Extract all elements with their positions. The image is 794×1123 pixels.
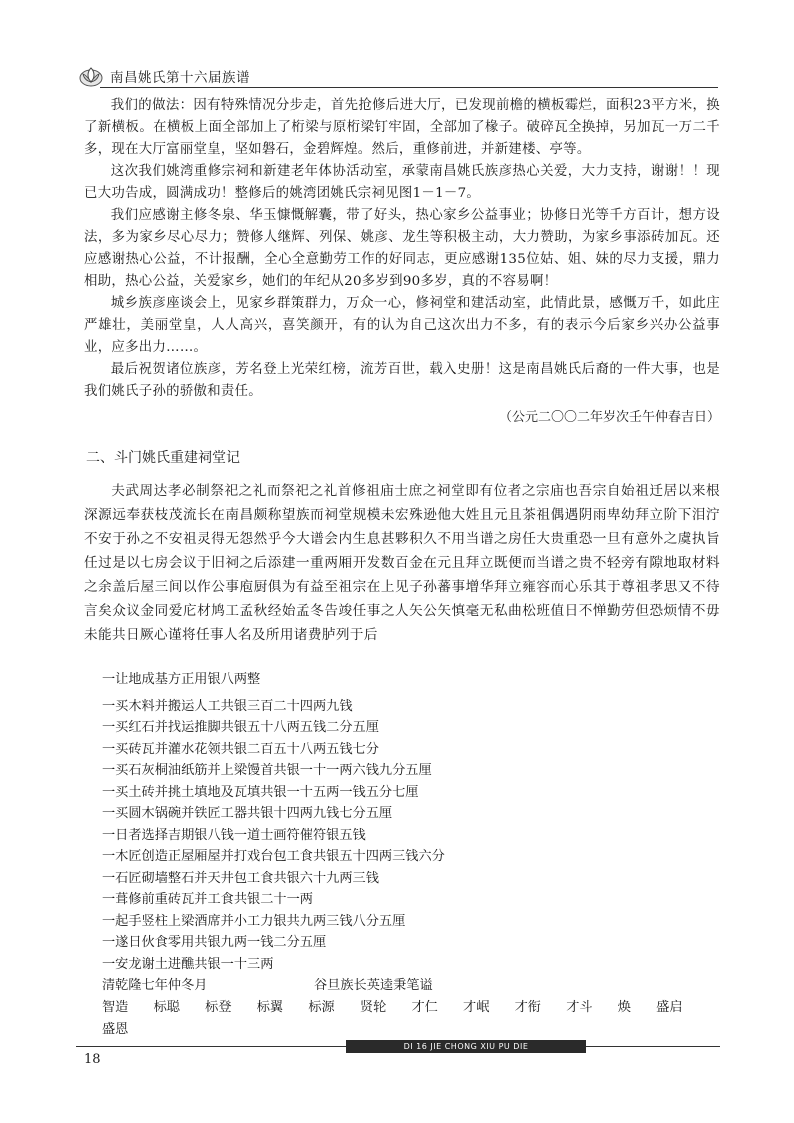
- list-item: 一起手竖柱上梁酒席并小工力银共九两三钱八分五厘: [102, 913, 406, 929]
- name-item: 贤轮: [359, 1000, 387, 1015]
- list-item: 一买砖瓦并灌水花领共银二百五十八两五钱七分: [102, 741, 379, 757]
- date-signature: （公元二〇〇二年岁次壬午仲春吉日）: [498, 410, 720, 425]
- paragraph: 城乡族彦座谈会上，见家乡群策群力，万众一心，修祠堂和建活动室，此情此景，感慨万千，如此庄严雄壮，美丽堂皇，人人高兴，喜笑颜开，有的认为自己这次出力不多，有的表示今后家乡兴办公益事业，应多出力……。: [84, 296, 720, 355]
- list-item: 一葺修前重砖瓦并工食共银二十一两: [102, 892, 313, 907]
- name-item: 才斗: [566, 1000, 593, 1015]
- dateline: [84, 975, 720, 997]
- name-item: 盛启: [656, 1000, 683, 1015]
- name-item: 才岷: [463, 1000, 490, 1015]
- paragraph: 这次我们姚湾重修宗祠和新建老年体协活动室，承蒙南昌姚氏族彦热心关爱，大力支持，谢谢！！现已大功告成，圆满成功！整修后的姚湾团姚氏宗祠见图1－1－7。: [84, 164, 720, 201]
- name-item: 标登: [205, 1000, 232, 1015]
- name-list: [84, 997, 720, 1041]
- section-title: 二、斗门姚氏重建祠堂记: [86, 450, 240, 466]
- paragraph: 最后祝贺诸位族彦，芳名登上光荣红榜，流芳百世，载入史册！这是南昌姚氏后裔的一件大事，也是我们姚氏子孙的骄傲和责任。: [84, 362, 720, 399]
- list-item: 一买木料并搬运人工共银三百二十四两九钱: [102, 698, 353, 714]
- list-item: 一买圆木锅碗并铁匠工器共银十四两九钱七分五厘: [102, 806, 393, 821]
- expense-list: [84, 669, 720, 975]
- page-header: [78, 62, 718, 90]
- list-item: 一木匠创造正屋厢屋并打戏台包工食共银五十四两三钱六分: [102, 849, 445, 864]
- header-divider: [100, 87, 718, 88]
- list-item: 一买土砖并挑土填地及瓦填共银一十五两一钱五分七厘: [102, 784, 419, 800]
- name-item: 智造: [102, 1000, 129, 1015]
- list-item: 一安龙谢土进醮共银一十三两: [102, 956, 274, 972]
- name-item: 标源: [308, 1000, 335, 1015]
- list-item: 一让地成基方正用银八两整: [102, 672, 261, 687]
- name-item: 才仁: [411, 1000, 438, 1015]
- classical-text: 夫武周达孝必制祭祀之礼而祭祀之礼首修祖庙士庶之祠堂即有位者之宗庙也吾宗自始祖迁居以来根深源远奉获枝茂流长在南昌颇称望族而祠堂规模未宏殊逊他大姓且元且茶祖偶遇阴雨卑幼拜立阶下泪泞不安于孙之不安祖灵得无怨然乎今大谱会内生息甚夥积久不用当谱之房任大贵重恐一旦有意外之虞执旨任过是以七房会议于旧祠之后添建一重两厢开发数百金在元且拜立既便而当谱之贵不轻旁有隙地取材料之余盖后屋三间以作公事庖厨俱为有益至祖宗在上见子孙蕃事增华拜立雍容而心乐其于尊祖孝思又不待言矣众议金同爱庀材鸠工孟秋经始孟冬告竣任事之人矢公矢慎毫无私曲松班值日不惮勤劳但恐烦情不毋未能共日厥心谨将任事人名及所用诸费胪列于后: [84, 483, 720, 643]
- paragraph: 我们应感谢主修冬泉、华玉慷慨解囊，带了好头，热心家乡公益事业；协修日光等千方百计，想方设法，多为家乡尽心尽力；赞修人继辉、列保、姚彦、龙生等积极主动，大力赞助，为家乡事添砖加瓦。还应感谢热心公益，不计报酬，全心全意勤劳工作的好同志，更应感谢135位姑、姐、妹的尽力支援，鼎力相助，热心公益，关爱家乡，她们的年纪从20多岁到90多岁，真的不容易啊！: [84, 208, 720, 289]
- name-item: 才衔: [514, 1000, 541, 1015]
- list-item: 一买红石并找运推脚共银五十八两五钱二分五厘: [102, 720, 379, 735]
- header-title: 南昌姚氏第十六届族谱: [110, 70, 250, 86]
- page-number: 18: [84, 1052, 101, 1067]
- name-item: 焕: [617, 1000, 631, 1015]
- dateline-author: 谷旦族长英逵秉笔谥: [314, 978, 433, 993]
- page-content: [84, 95, 720, 1041]
- list-item: 一遂日伙食零用共银九两一钱二分五厘: [102, 935, 327, 950]
- footer-band: DI 16 JIE CHONG XIU PU DIE: [346, 1040, 586, 1053]
- list-item: 一石匠砌墙整石并天井包工食共银六十九两三钱: [102, 870, 379, 886]
- paragraph: 我们的做法：因有特殊情况分步走，首先抢修后进大厅，已发现前檐的横板霉烂，面积23平方米，换了新横板。在横板上面全部加上了桁梁与原桁梁钉牢固，全部加了椽子。破碎瓦全换掉，另加瓦一万二千多，现在大厅富丽堂皇，坚如磐石，金碧辉煌。然后，重修前进，并新建楼、亭等。: [84, 98, 720, 157]
- list-item: 一日者选择吉期银八钱一道士画符催符银五钱: [102, 827, 366, 843]
- name-item: 标聪: [153, 1000, 180, 1015]
- name-item: 盛恩: [102, 1022, 129, 1037]
- list-item: 一买石灰桐油纸筋并上梁馒首共银一十一两六钱九分五厘: [102, 763, 432, 778]
- name-item: 标翼: [256, 1000, 284, 1015]
- dateline-date: 清乾隆七年仲冬月: [102, 978, 208, 993]
- lotus-logo-icon: [78, 62, 104, 88]
